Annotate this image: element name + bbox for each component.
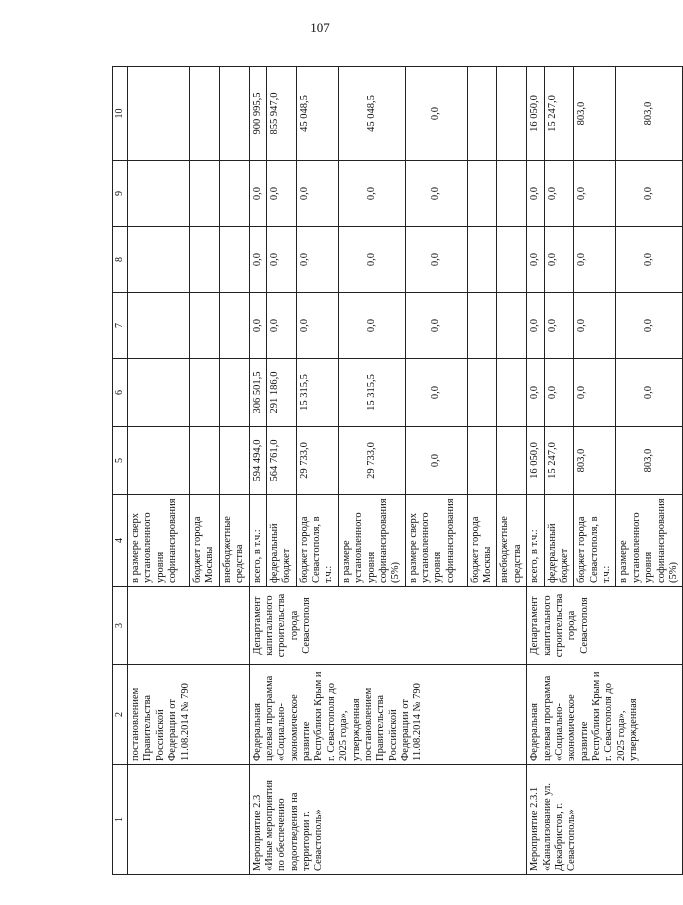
value-cell: 0,0 <box>296 161 338 227</box>
value-cell: 0,0 <box>527 293 544 359</box>
source-cell: в размере сверх установленного уровня софинансирования <box>405 495 467 587</box>
value-cell: 803,0 <box>574 427 616 495</box>
value-cell: 0,0 <box>405 427 467 495</box>
header-cell: 7 <box>113 293 128 359</box>
value-cell: 0,0 <box>249 161 266 227</box>
value-cell: 0,0 <box>338 293 405 359</box>
value-cell: 803,0 <box>574 67 616 161</box>
source-cell: федеральный бюджет <box>266 495 296 587</box>
value-cell: 0,0 <box>405 359 467 427</box>
header-cell: 3 <box>113 587 128 665</box>
value-cell: 15 315,5 <box>296 359 338 427</box>
header-cell: 4 <box>113 495 128 587</box>
funding-table <box>112 66 683 875</box>
source-cell: всего, в т.ч.: <box>249 495 266 587</box>
value-cell: 0,0 <box>527 359 544 427</box>
source-cell: бюджет города Москвы <box>467 495 497 587</box>
value-cell: 0,0 <box>338 227 405 293</box>
value-cell: 0,0 <box>574 293 616 359</box>
value-cell: 15 315,5 <box>338 359 405 427</box>
value-cell: 0,0 <box>405 293 467 359</box>
executor-cell: Департамент капитального строительства города Севастополя <box>249 587 527 665</box>
value-cell: 0,0 <box>249 293 266 359</box>
program-cell: Федеральная целевая программа «Социально-экономическое развитие Республики Крым и г. Севастополя до 2025 года», утвержденная постановлением Правительства Российской Федерации от 11.08.2014 № 790 <box>249 665 527 765</box>
value-cell: 29 733,0 <box>338 427 405 495</box>
measure-name: Мероприятие 2.3 «Иные мероприятия по обеспечению водоотведения на территории г. Севастополь» <box>249 765 527 875</box>
value-cell: 900 995,5 <box>249 67 266 161</box>
table-row <box>128 67 190 875</box>
value-cell: 803,0 <box>616 67 683 161</box>
value-cell: 0,0 <box>544 293 574 359</box>
value-cell: 0,0 <box>266 293 296 359</box>
value-cell: 855 947,0 <box>266 67 296 161</box>
value-cell: 0,0 <box>616 227 683 293</box>
executor-cell: Департамент капитального строительства города Севастополя <box>527 587 683 665</box>
value-cell: 0,0 <box>616 359 683 427</box>
value-cell: 0,0 <box>266 227 296 293</box>
source-cell: внебюджетные средства <box>497 495 527 587</box>
value-cell: 291 186,0 <box>266 359 296 427</box>
source-cell: всего, в т.ч.: <box>527 495 544 587</box>
value-cell: 0,0 <box>574 359 616 427</box>
value-cell: 0,0 <box>266 161 296 227</box>
header-cell: 5 <box>113 427 128 495</box>
source-cell: в размере сверх установленного уровня софинансирования <box>128 495 190 587</box>
program-cell: Федеральная целевая программа «Социально-экономическое развитие Республики Крым и г. Севастополя до 2025 года», утвержденная <box>527 665 683 765</box>
source-cell: внебюджетные средства <box>219 495 249 587</box>
value-cell: 0,0 <box>544 227 574 293</box>
value-cell: 0,0 <box>296 227 338 293</box>
value-cell: 0,0 <box>544 161 574 227</box>
header-cell: 9 <box>113 161 128 227</box>
value-cell: 45 048,5 <box>338 67 405 161</box>
header-cell: 2 <box>113 665 128 765</box>
source-cell: в размере установленного уровня софинансирования (5%) <box>338 495 405 587</box>
value-cell: 0,0 <box>249 227 266 293</box>
value-cell: 803,0 <box>616 427 683 495</box>
value-cell: 0,0 <box>405 67 467 161</box>
value-cell: 45 048,5 <box>296 67 338 161</box>
source-cell: в размере установленного уровня софинансирования (5%) <box>616 495 683 587</box>
measure-name: Мероприятие 2.3.1 «Канализование ул. Декабристов, г. Севастополь» <box>527 765 683 875</box>
value-cell: 0,0 <box>405 227 467 293</box>
value-cell: 0,0 <box>616 161 683 227</box>
value-cell: 0,0 <box>527 227 544 293</box>
value-cell: 0,0 <box>544 359 574 427</box>
value-cell: 594 494,0 <box>249 427 266 495</box>
value-cell: 0,0 <box>574 227 616 293</box>
value-cell: 564 761,0 <box>266 427 296 495</box>
source-cell: федеральный бюджет <box>544 495 574 587</box>
value-cell: 0,0 <box>574 161 616 227</box>
value-cell: 306 501,5 <box>249 359 266 427</box>
header-cell: 8 <box>113 227 128 293</box>
value-cell: 16 050,0 <box>527 427 544 495</box>
rotated-table-wrapper <box>112 67 679 875</box>
value-cell: 15 247,0 <box>544 427 574 495</box>
value-cell: 16 050,0 <box>527 67 544 161</box>
value-cell: 0,0 <box>338 161 405 227</box>
header-cell: 6 <box>113 359 128 427</box>
cell-empty <box>128 587 250 665</box>
value-cell: 0,0 <box>616 293 683 359</box>
source-cell: бюджет города Севастополя, в т.ч.: <box>574 495 616 587</box>
table-row <box>527 67 544 875</box>
value-cell: 15 247,0 <box>544 67 574 161</box>
value-cell: 29 733,0 <box>296 427 338 495</box>
source-cell: бюджет города Севастополя, в т.ч.: <box>296 495 338 587</box>
value-cell: 0,0 <box>405 161 467 227</box>
header-row <box>113 67 128 875</box>
value-cell: 0,0 <box>527 161 544 227</box>
source-cell: бюджет города Москвы <box>190 495 220 587</box>
table-row <box>249 67 266 875</box>
value-cell: 0,0 <box>296 293 338 359</box>
program-cell: постановлением Правительства Российской Федерации от 11.08.2014 № 790 <box>128 665 250 765</box>
page-number: 107 <box>310 20 330 35</box>
header-cell: 10 <box>113 67 128 161</box>
cell-empty <box>128 765 250 875</box>
header-cell: 1 <box>113 765 128 875</box>
